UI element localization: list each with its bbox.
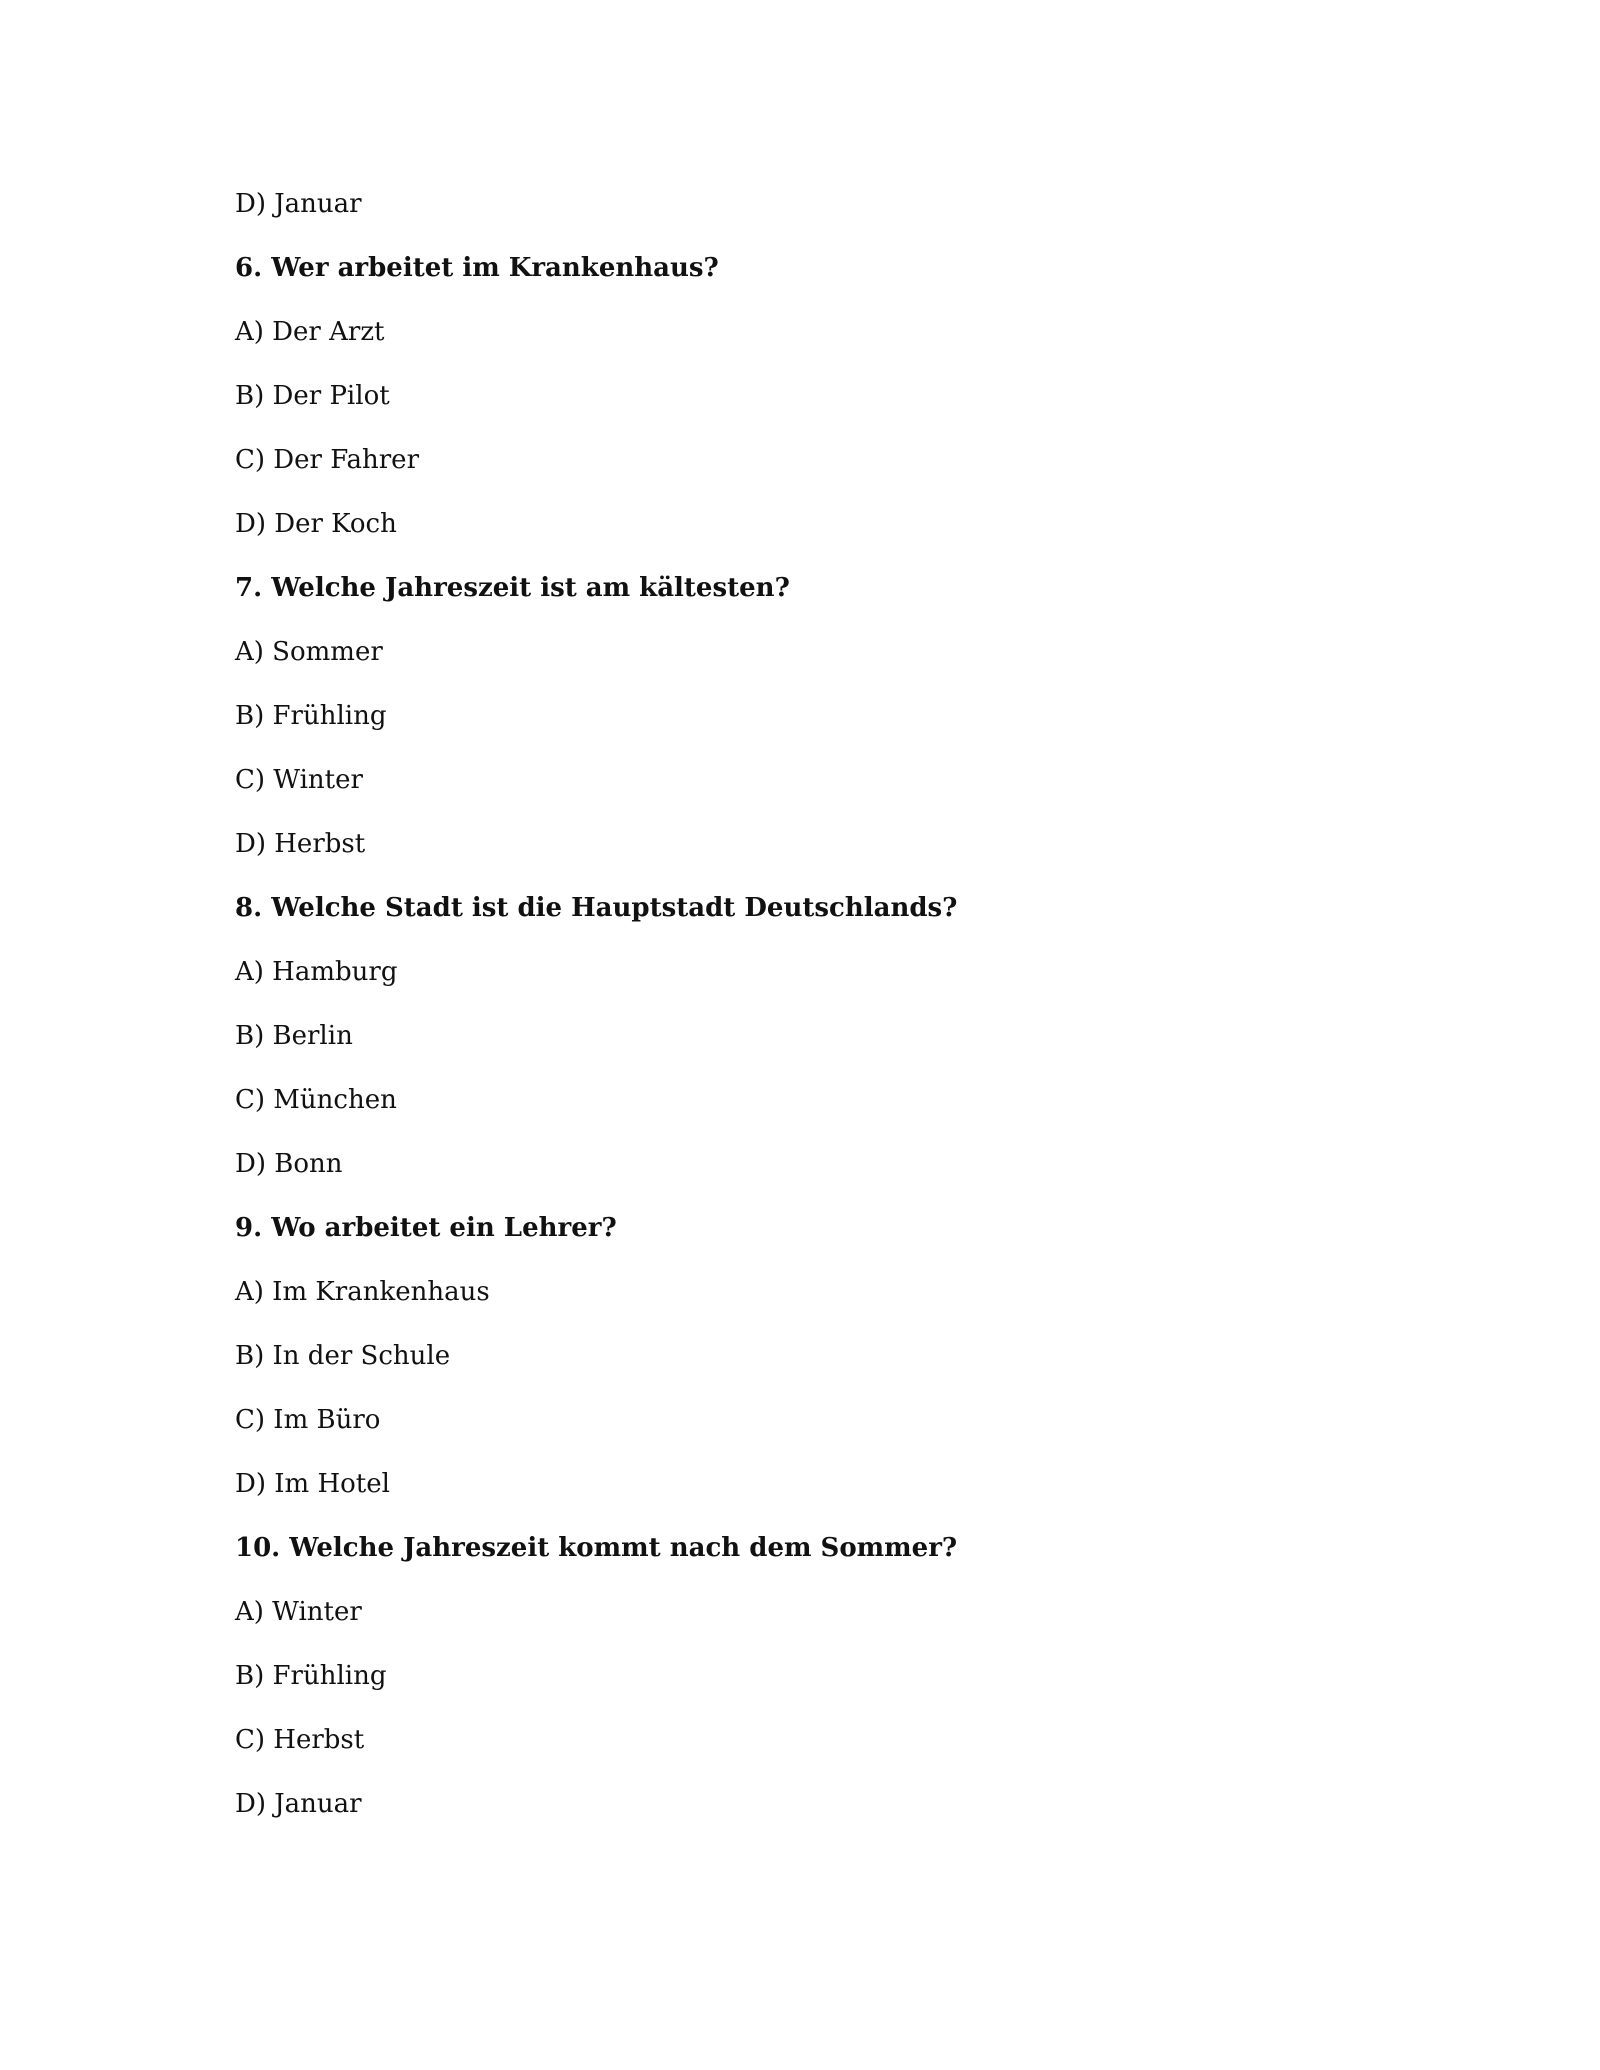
option-6-d: D) Der Koch [235, 509, 397, 539]
question-block-6 [235, 250, 1435, 570]
question-10: 10. Welche Jahreszeit kommt nach dem Sommer? [235, 1533, 958, 1563]
option-9-a: A) Im Krankenhaus [235, 1277, 490, 1307]
option-9-d: D) Im Hotel [235, 1469, 390, 1499]
question-8: 8. Welche Stadt ist die Hauptstadt Deutschlands? [235, 893, 958, 923]
option-6-c: C) Der Fahrer [235, 445, 419, 475]
option-9-b: B) In der Schule [235, 1341, 451, 1371]
option-9-c: C) Im Büro [235, 1405, 381, 1435]
question-block-10 [235, 1530, 1435, 1850]
option-7-d: D) Herbst [235, 829, 366, 859]
option-7-b: B) Frühling [235, 701, 387, 731]
option-6-a: A) Der Arzt [235, 317, 385, 347]
option-leading: D) Januar [235, 189, 362, 219]
question-block-8 [235, 890, 1435, 1210]
option-10-c: C) Herbst [235, 1725, 365, 1755]
question-9: 9. Wo arbeitet ein Lehrer? [235, 1213, 617, 1243]
option-7-c: C) Winter [235, 765, 363, 795]
option-8-a: A) Hamburg [235, 957, 398, 987]
option-10-a: A) Winter [235, 1597, 362, 1627]
option-7-a: A) Sommer [235, 637, 383, 667]
option-10-b: B) Frühling [235, 1661, 387, 1691]
question-block-9 [235, 1210, 1435, 1530]
option-8-b: B) Berlin [235, 1021, 353, 1051]
question-block-7 [235, 570, 1435, 890]
question-7: 7. Welche Jahreszeit ist am kältesten? [235, 573, 790, 603]
option-6-b: B) Der Pilot [235, 381, 390, 411]
option-8-c: C) München [235, 1085, 397, 1115]
option-8-d: D) Bonn [235, 1149, 343, 1179]
option-10-d: D) Januar [235, 1789, 362, 1819]
question-6: 6. Wer arbeitet im Krankenhaus? [235, 253, 719, 283]
document-page [235, 186, 1435, 1850]
